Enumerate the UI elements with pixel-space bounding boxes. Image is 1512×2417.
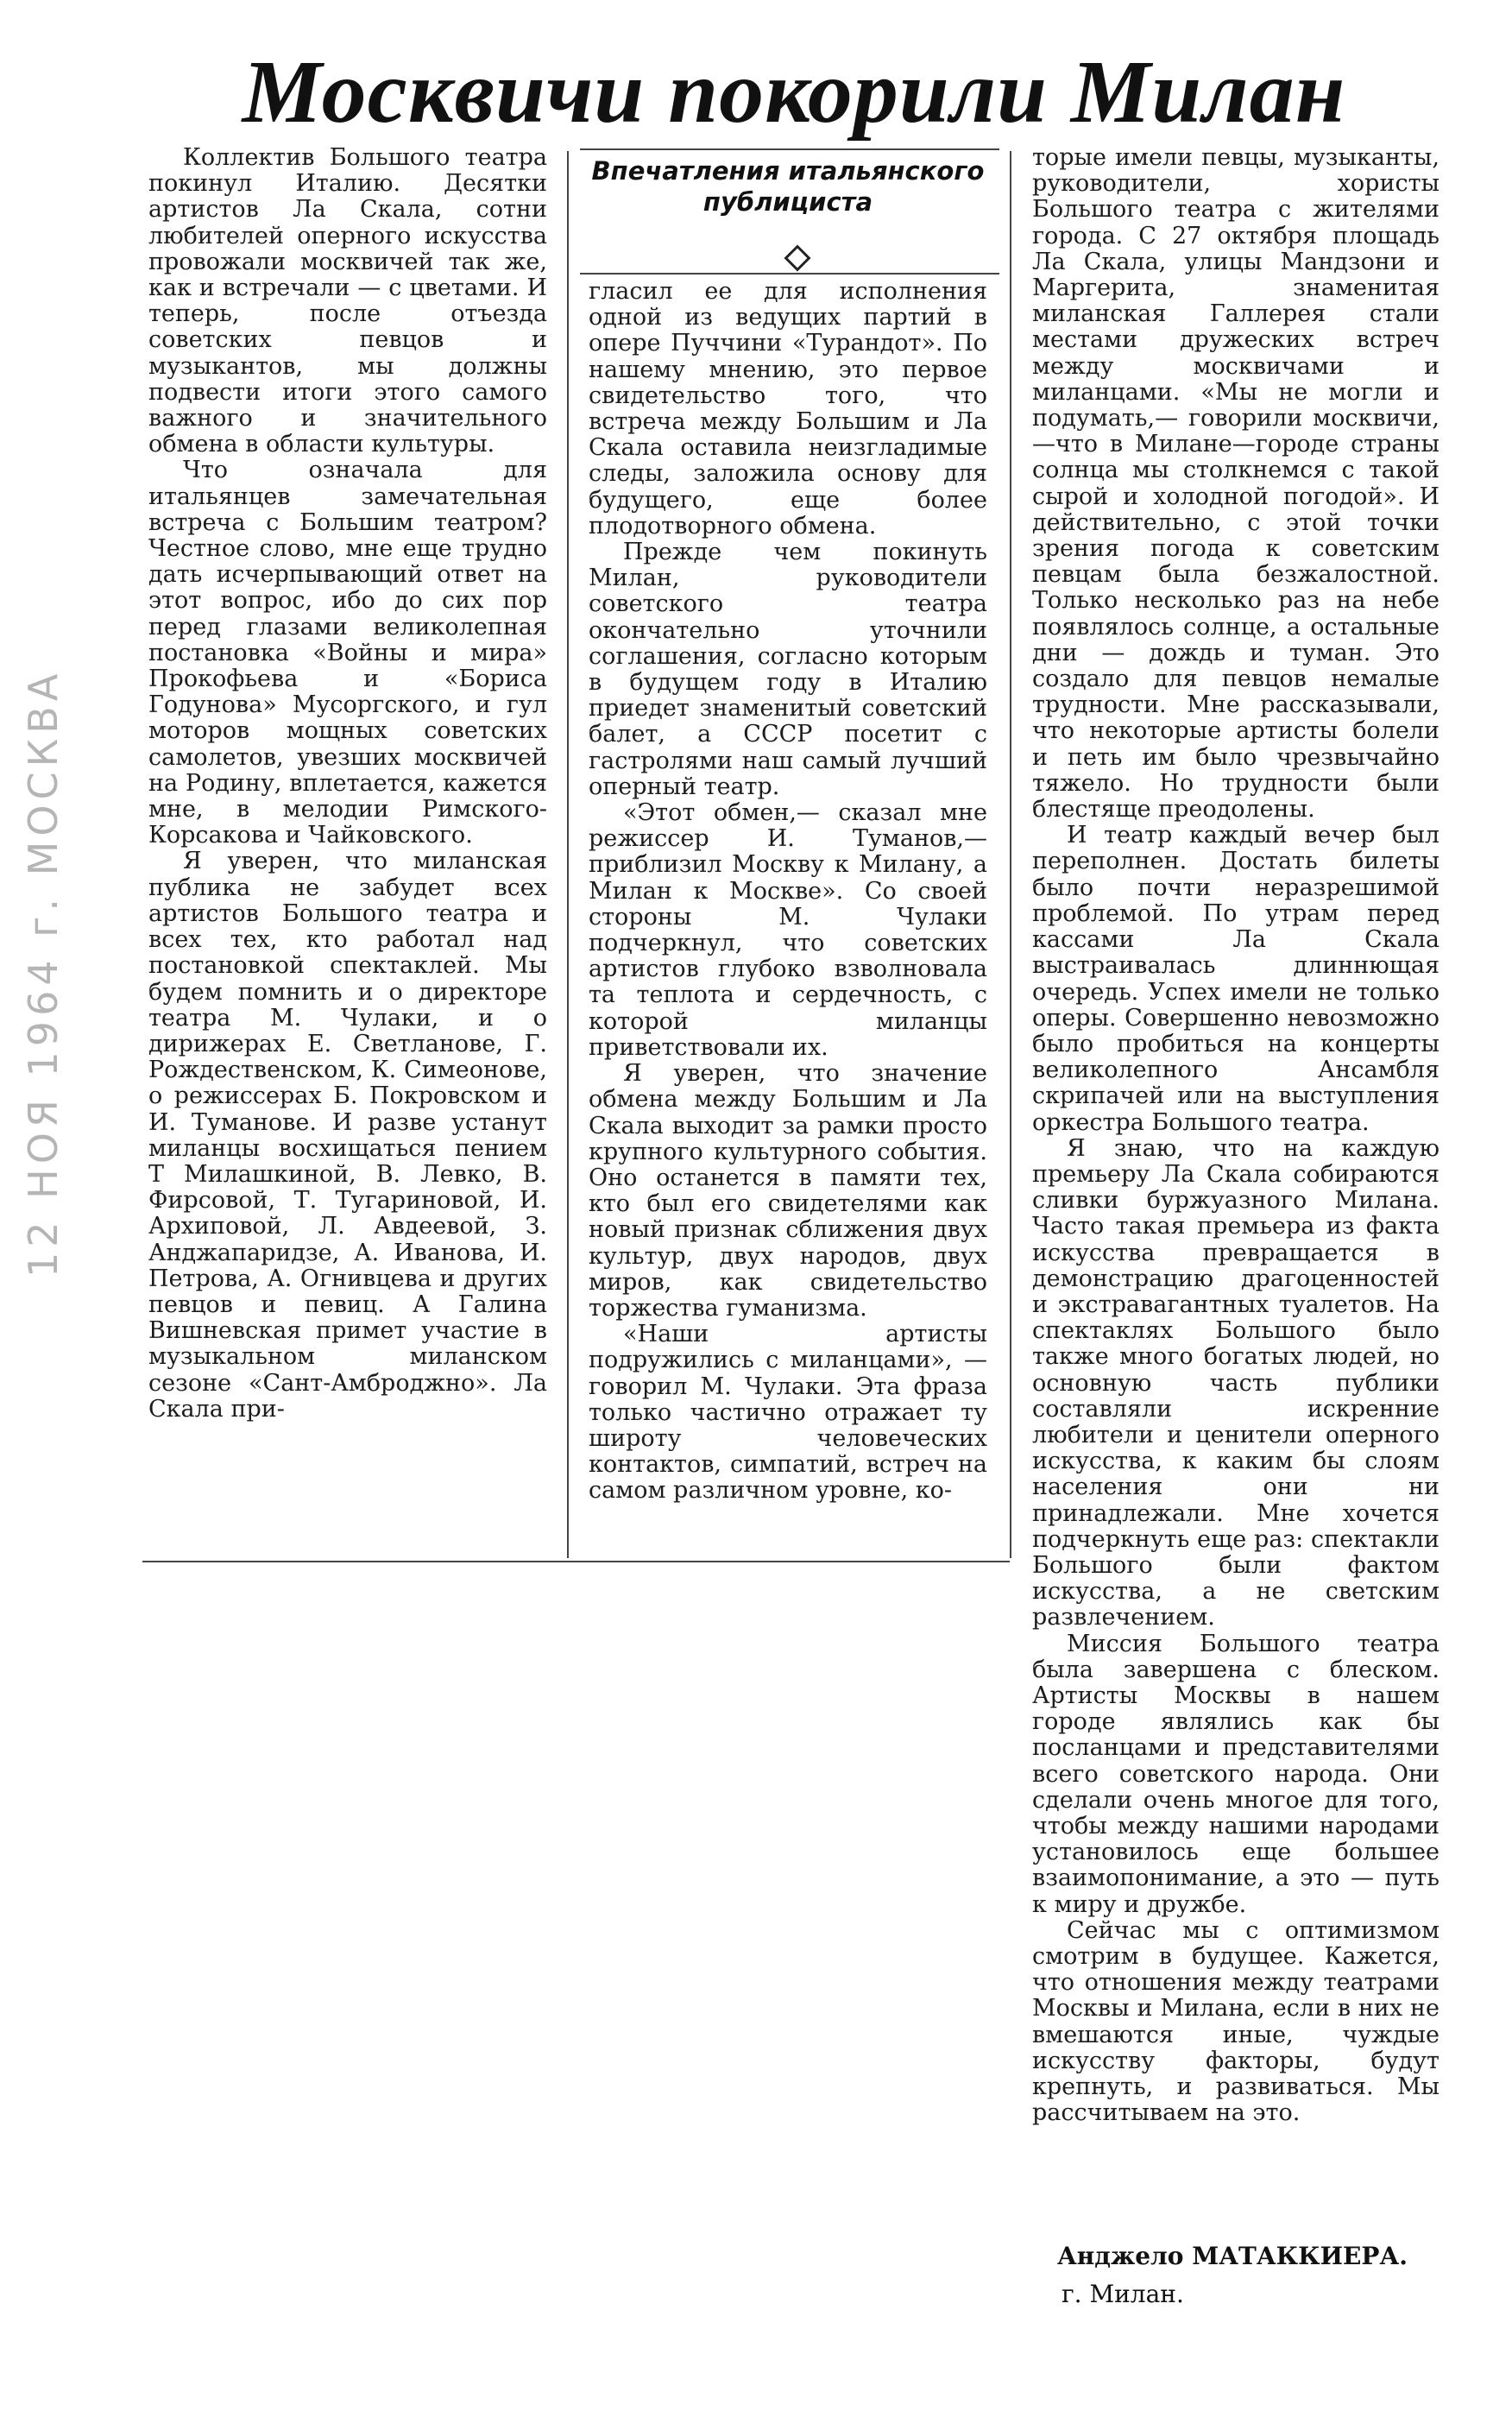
paragraph: Я знаю, что на каждую премьеру Ла Скала собираются сливки буржуазного Милана. Часто такая премьера из факта искусства превращается в демонстрацию драгоценностей и экстравагантных туалетов. На спектаклях Большого было также много богатых людей, но основную часть публики составляли искренние любители и ценители оперного искусства, к каким бы слоям населения они ни принадлежали. Мне хочется подчеркнуть еще раз: спектакли Большого были фактом искусства, а не светским развлечением. [1032,1134,1440,1631]
subhead-rule-bottom [580,273,999,275]
column-rule-left [567,151,569,1558]
author-city: г. Милан. [1062,2280,1184,2308]
paragraph: Я уверен, что миланская публика не забудет всех артистов Большого театра и всех тех, кто работал над постановкой спектаклей. Мы будем помнить и о директоре театра М. Чулаки, и о дирижерах Е. Светланове, Г. Рождественском, К. Симеонове, о режиссерах Б. Покровском и И. Туманове. И разве устанут миланцы восхищаться пением Т Милашкиной, В. Левко, В. Фирсовой, Т. Тугариновой, И. Архиповой, Л. Авдеевой, З. Анджапаридзе, А. Иванова, И. Петрова, А. Огнивцева и других певцов и певиц. А Галина Вишневская примет участие в музыкальном миланском сезоне «Сант-Амброджно». Ла Скала при- [148,848,547,1423]
paragraph: Прежде чем покинуть Милан, руководители советского театра окончательно уточнили соглашения, согласно которым в будущем году в Италию приедет знаменитый советский балет, а СССР посетит с гастролями наш самый лучший оперный театр. [589,539,987,800]
paragraph: гласил ее для исполнения одной из ведущих партий в опере Пуччини «Турандот». По нашему мнению, это первое свидетельство того, что встреча между Большим и Ла Скала оставила неизгладимые следы, заложила основу для будущего, еще более плодотворного обмена. [589,278,987,540]
article-column-1 [148,145,547,1423]
author-signature: Анджело МАТАККИЕРА. [1057,2242,1408,2270]
paragraph: Что означала для итальянцев замечательная встреча с Большим театром? Честное слово, мне еще трудно дать исчерпывающий ответ на этот вопрос, ибо до сих пор перед глазами великолепная постановка «Войны и мира» Прокофьева и «Бориса Годунова» Мусоргского, и гул моторов мощных советских самолетов, увезших москвичей на Родину, вплетается, кажется мне, в мелодии Римского-Корсакова и Чайковского. [148,457,547,849]
diamond-ornament-icon [784,244,810,271]
date-stamp: 12 НОЯ 1964 г. МОСКВА [20,668,66,1278]
paragraph: «Наши артисты подружились с миланцами», — говорил М. Чулаки. Эта фраза только частично отражает ту широту человеческих контактов, симпатий, встреч на самом различном уровне, ко- [589,1321,987,1505]
subtitle: Впечатления итальянского публициста [591,156,985,217]
bottom-rule [142,1561,1010,1562]
paragraph: И театр каждый вечер был переполнен. Достать билеты было почти неразрешимой проблемой. По утрам перед кассами Ла Скала выстраивалась длиннющая очередь. Успех имели не только оперы. Совершенно невозможно было пробиться на концерты великолепного Ансамбля скрипачей или на выступления оркестра Большого театра. [1032,822,1440,1136]
subhead-rule-top [580,148,999,150]
article-column-2 [589,279,987,1505]
paragraph: Миссия Большого театра была завершена с блеском. Артисты Москвы в нашем городе являлись как бы посланцами и представителями всего советского народа. Они сделали очень многое для того, чтобы между нашими народами установилось еще большее взаимопонимание, а это — путь к миру и дружбе. [1032,1630,1440,1918]
paragraph: Я уверен, что значение обмена между Большим и Ла Скала выходит за рамки просто крупного культурного события. Оно останется в памяти тех, кто был его свидетелями как новый признак сближения двух культур, двух народов, двух миров, как свидетельство торжества гуманизма. [589,1060,987,1322]
paragraph: торые имели певцы, музыканты, руководители, хористы Большого театра с жителями города. С 27 октября площадь Ла Скала, улицы Мандзони и Маргерита, знаменитая миланская Галлерея стали местами дружеских встреч между москвичами и миланцами. «Мы не могли и подумать,— говорили москвичи,—что в Милане—городе страны солнца мы столкнемся с такой сырой и холодной погодой». И действительно, с этой точки зрения погода к советским певцам была безжалостной. Только несколько раз на небе появлялось солнце, а остальные дни — дождь и туман. Это создало для певцов немалые трудности. Мне рассказывали, что некоторые артисты болели и петь им было чрезвычайно тяжело. Но трудности были блестяще преодолены. [1032,144,1440,824]
paragraph: Коллектив Большого театра покинул Италию. Десятки артистов Ла Скала, сотни любителей оперного искусства провожали москвичей так же, как и встречали — с цветами. И теперь, после отъезда советских певцов и музыкантов, мы должны подвести итоги этого самого важного и значительного обмена в области культуры. [148,144,547,458]
headline: Москвичи покорили Милан [242,42,1346,142]
paragraph: «Этот обмен,— сказал мне режиссер И. Туманов,— приблизил Москву к Милану, а Милан к Москве». Со своей стороны М. Чулаки подчеркнул, что советских артистов глубоко взволновала та теплота и сердечность, с которой миланцы приветствовали их. [589,799,987,1061]
article-column-3 [1032,145,1440,2126]
paragraph: Сейчас мы с оптимизмом смотрим в будущее. Кажется, что отношения между театрами Москвы и Милана, если в них не вмешаются иные, чуждые искусству факторы, будут крепнуть, и развиваться. Мы рассчитываем на это. [1032,1916,1440,2127]
column-rule-right [1010,151,1011,1558]
